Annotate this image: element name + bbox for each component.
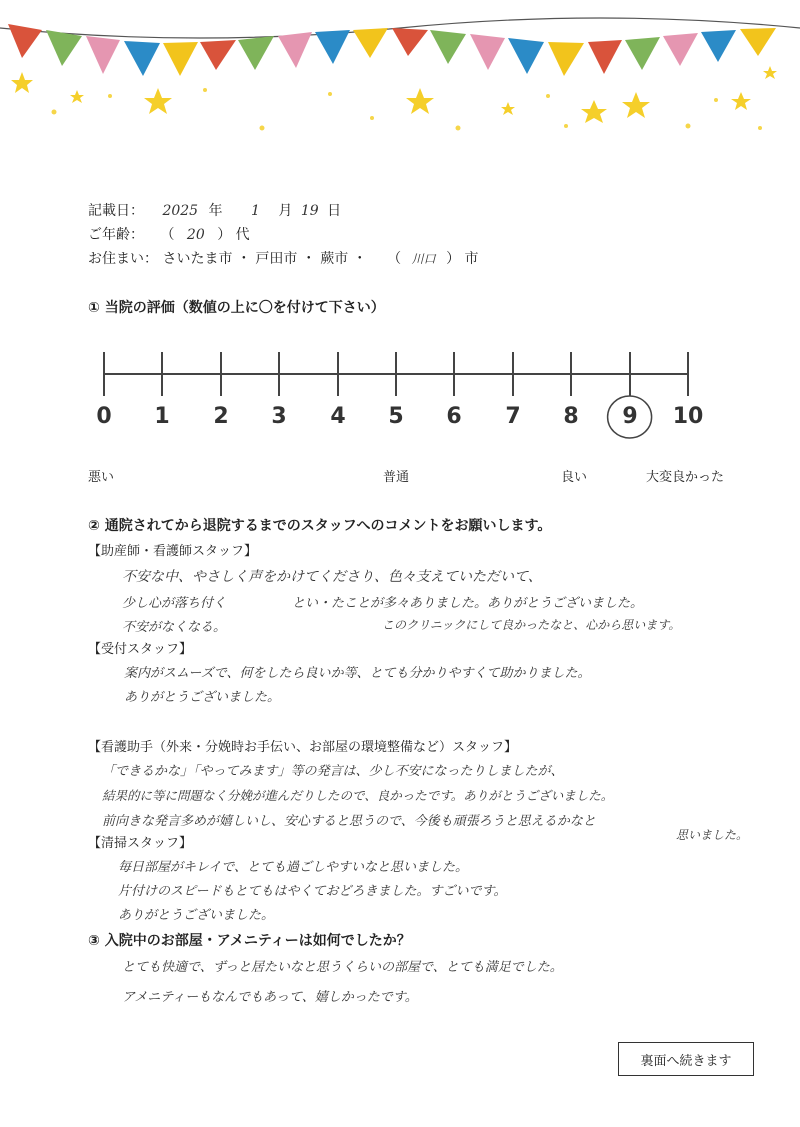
scale-2[interactable]: 2 [213,404,229,429]
scale-8[interactable]: 8 [563,404,579,429]
section2-title: ② 通院されてから退院するまでのスタッフへのコメントをお願いします。 [88,518,552,534]
reception-label: 【受付スタッフ】 [88,642,193,657]
label-normal: 普通 [383,470,410,485]
scale-5[interactable]: 5 [388,404,404,429]
scale-7[interactable]: 7 [505,404,521,429]
scale-6[interactable]: 6 [446,404,462,429]
bunting-flags [8,24,776,76]
residence-label: お住まい： [88,251,158,267]
scale-10[interactable]: 10 [672,404,704,429]
star-decorations [11,66,777,123]
label-bad: 悪い [88,470,115,485]
cleaning-line-2: 片付けのスピードもとてもはやくておどろきました。すごいです。 [118,884,507,899]
scale-1[interactable]: 1 [154,404,170,429]
age-row: ご年齢： （ 20 ） 代 [88,227,250,243]
age-value: 20 [186,227,205,243]
residence-unit: 市 [464,251,479,267]
bunting-banner [0,0,800,150]
cleaning-line-3: ありがとうございました。 [118,908,275,923]
section1-title: ① 当院の評価（数値の上に〇を付けて下さい） [88,300,385,316]
scale-3[interactable]: 3 [271,404,287,429]
date-day: 19 [300,203,319,219]
residence-row: お住まい： さいたま市 ・ 戸田市 ・ 蕨市 ・ （ 川口 ） 市 [88,251,479,267]
assistant-line-3: 前向きな発言多めが嬉しいし、安心すると思うので、今後も頑張ろうと思えるかなと [102,814,596,829]
midwife-line-1: 不安な中、やさしく声をかけてくださり、色々支えていただいて、 [122,569,542,585]
cleaning-label: 【清掃スタッフ】 [88,836,193,851]
scale-0[interactable]: 0 [96,404,112,429]
age-label: ご年齢： [88,227,144,243]
day-unit: 日 [327,203,342,219]
midwife-line-4: 不安がなくなる。 [122,620,227,635]
continue-on-back-box [618,1042,754,1076]
room-line-1: とても快適で、ずっと居たいなと思うくらいの部屋で、とても満足でした。 [122,960,563,975]
cleaning-line-1: 毎日部屋がキレイで、とても過ごしやすいなと思いました。 [118,860,468,875]
residence-options: さいたま市 ・ 戸田市 ・ 蕨市 ・ [162,251,367,267]
reception-line-2: ありがとうございました。 [124,690,281,705]
room-line-2: アメニティーもなんでもあって、嬉しかったです。 [122,990,418,1005]
midwife-line-5: このクリニックにして良かったなと、心から思います。 [382,618,681,632]
date-year: 2025 [162,203,199,219]
residence-value: 川口 [411,252,436,266]
assistant-line-2: 結果的に等に問題なく分娩が進んだりしたので、良かったです。ありがとうございました。 [102,788,614,803]
midwife-line-3: とい・たことが多々ありました。ありがとうございました。 [292,596,644,611]
reception-line-1: 案内がスムーズで、何をしたら良いか等、とても分かりやすくて助かりました。 [124,666,591,681]
assistant-line-1: 「できるかな」「やってみます」等の発言は、少し不安になったりしましたが、 [102,764,564,779]
scale-9[interactable]: 9 [622,404,638,429]
continue-label: 裏面へ続きます [640,1053,732,1069]
assistant-label: 【看護助手（外来・分娩時お手伝い、お部屋の環境整備など）スタッフ】 [88,740,518,755]
label-very-good: 大変良かった [646,470,725,485]
date-label: 記載日： [88,203,144,219]
age-unit: 代 [235,227,250,243]
date-month: 1 [251,203,260,219]
midwife-line-2: 少し心が落ち付く [122,596,227,611]
date-row [88,200,341,220]
scale-4[interactable]: 4 [330,404,346,429]
assistant-line-4: 思いました。 [676,828,749,842]
year-unit: 年 [208,203,223,219]
label-good: 良い [561,470,588,485]
selected-rating-circle [0,390,800,446]
midwife-label: 【助産師・看護師スタッフ】 [88,544,258,559]
section3-title: ③ 入院中のお部屋・アメニティーは如何でしたか？ [88,933,411,949]
month-unit: 月 [278,203,293,219]
